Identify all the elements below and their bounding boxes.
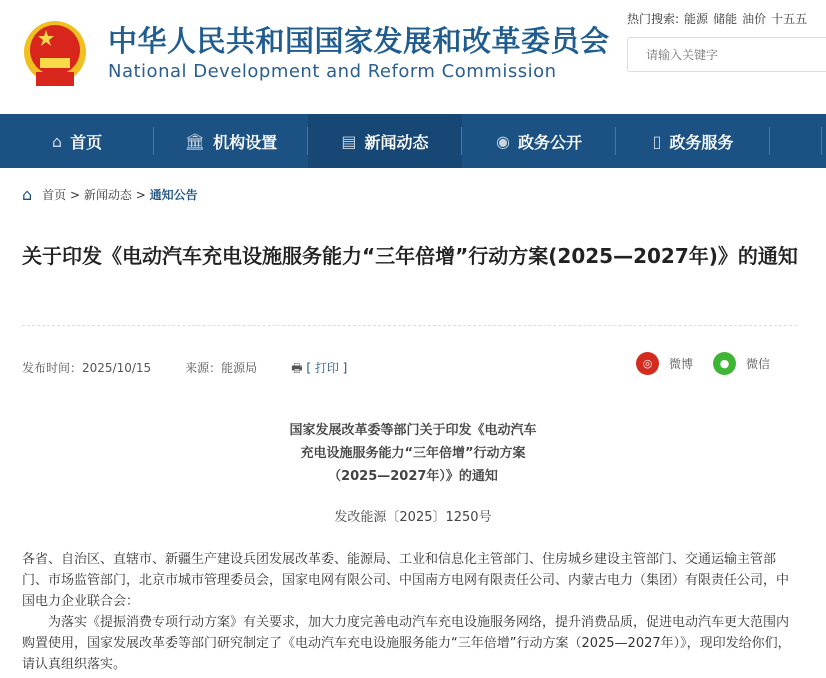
nav-label: 机构设置 — [213, 132, 278, 152]
print-label: [ 打印 ] — [306, 361, 348, 375]
breadcrumb-sep: > — [135, 188, 146, 202]
wechat-icon: ● — [713, 352, 736, 375]
nav-label: 政务服务 — [669, 132, 734, 152]
printer-icon: 🖶 — [291, 361, 303, 375]
hot-search-label: 热门搜索: — [627, 12, 680, 26]
article-body — [22, 549, 800, 675]
nav-organization[interactable] — [154, 114, 308, 168]
share-bar — [636, 352, 770, 375]
doc-title-line: （2025—2027年）》的通知 — [328, 469, 498, 484]
doc-title-line: 充电设施服务能力“三年倍增”行动方案 — [300, 446, 526, 461]
home-icon: ⌂ — [22, 185, 33, 204]
breadcrumb-home[interactable]: 首页 — [42, 188, 67, 202]
share-wechat[interactable] — [713, 352, 770, 375]
hot-term[interactable]: 十五五 — [771, 12, 808, 26]
hot-term[interactable]: 油价 — [742, 12, 767, 26]
news-icon: ▤ — [341, 131, 357, 151]
hot-term[interactable]: 储能 — [713, 12, 738, 26]
hot-search — [627, 10, 826, 28]
publish-date: 发布时间：2025/10/15 — [22, 361, 152, 375]
nav-label: 新闻动态 — [364, 132, 429, 152]
nav-services[interactable] — [616, 114, 770, 168]
org-name-cn: 中华人民共和国国家发展和改革委员会 — [108, 24, 610, 58]
divider — [22, 325, 797, 326]
nav-news[interactable] — [308, 114, 462, 168]
share-weibo[interactable] — [636, 352, 693, 375]
share-label: 微博 — [669, 356, 694, 371]
org-name-en: National Development and Reform Commission — [108, 61, 557, 82]
breadcrumb — [22, 186, 198, 204]
nav-label: 首页 — [70, 132, 103, 152]
broadcast-icon: ◉ — [496, 131, 510, 151]
site-header — [0, 0, 826, 114]
hot-term[interactable]: 能源 — [684, 12, 709, 26]
source: 来源：能源局 — [185, 361, 258, 375]
breadcrumb-sep: > — [70, 188, 81, 202]
doc-title-line: 国家发展改革委等部门关于印发《电动汽车 — [289, 423, 537, 438]
national-emblem-logo — [22, 18, 88, 92]
breadcrumb-current[interactable]: 通知公告 — [149, 188, 198, 202]
main-nav — [0, 114, 826, 168]
nav-label: 政务公开 — [517, 132, 582, 152]
document-number: 发改能源〔2025〕1250号 — [334, 510, 492, 525]
page-title: 关于印发《电动汽车充电设施服务能力“三年倍增”行动方案(2025—2027年)》的通知 — [22, 244, 798, 268]
print-button[interactable] — [291, 359, 347, 377]
document-title — [0, 419, 826, 488]
home-icon: ⌂ — [51, 131, 63, 151]
document-icon: ▯ — [652, 131, 662, 151]
share-label: 微信 — [746, 356, 771, 371]
nav-government-affairs[interactable] — [462, 114, 616, 168]
weibo-icon: ◎ — [636, 352, 659, 375]
nav-more[interactable] — [770, 114, 822, 168]
search-input[interactable] — [627, 37, 826, 72]
paragraph: 为落实《提振消费专项行动方案》有关要求，加大力度完善电动汽车充电设施服务网络，提升消费品质，促进电动汽车更大范围内购置使用，国家发展改革委等部门研究制定了《电动汽车充电设施服务能力“三年倍增”行动方案（2025—2027年）》，现印发给你们，请认真组织落实。 — [22, 615, 791, 672]
building-icon: 🏛 — [184, 131, 206, 151]
article-meta — [22, 359, 347, 377]
breadcrumb-news[interactable]: 新闻动态 — [83, 188, 132, 202]
paragraph: 各省、自治区、直辖市、新疆生产建设兵团发展改革委、能源局、工业和信息化主管部门、住房城乡建设主管部门、交通运输主管部门、市场监管部门，北京市城市管理委员会，国家电网有限公司、中国南方电网有限责任公司、内蒙古电力（集团）有限责任公司，中国电力企业联合会： — [22, 552, 790, 609]
nav-home[interactable] — [0, 114, 154, 168]
